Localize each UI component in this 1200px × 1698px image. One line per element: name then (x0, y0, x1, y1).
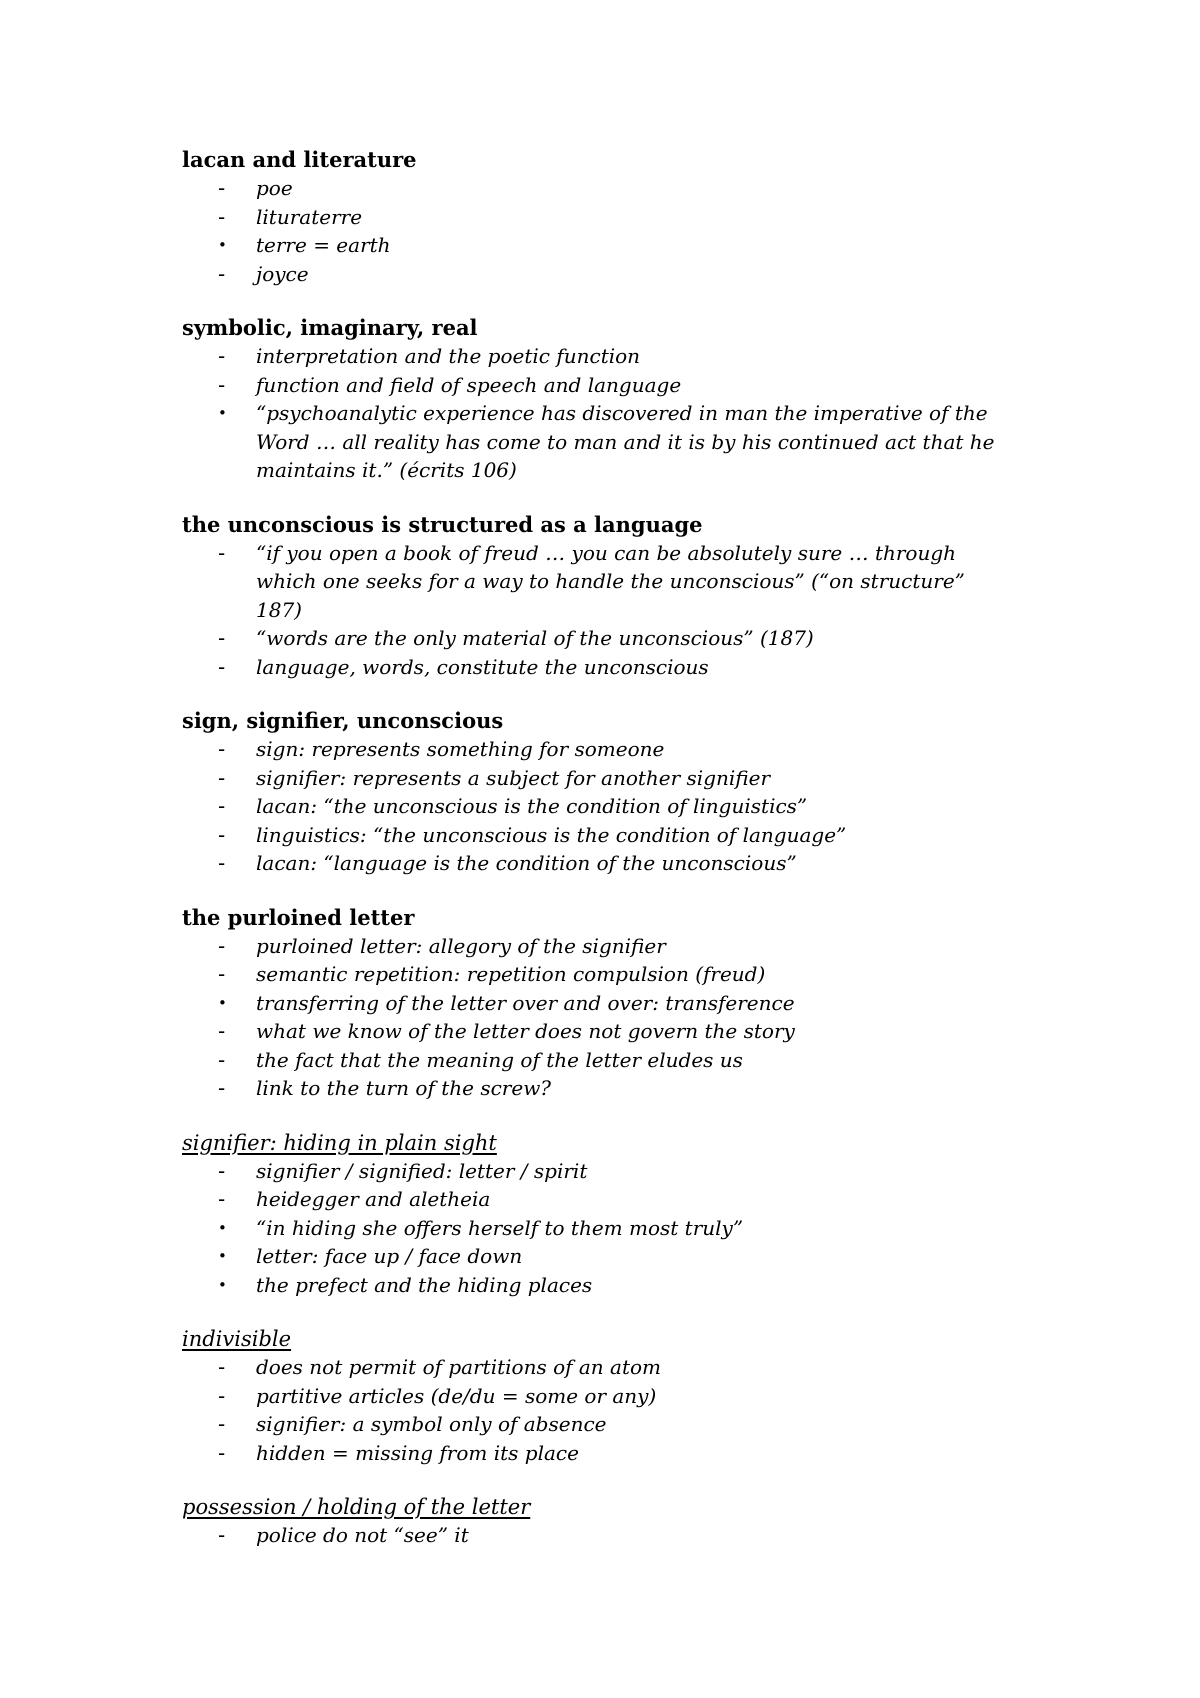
list-item (182, 399, 1082, 485)
list-item-text: signifier: represents a subject for another signifier (256, 765, 771, 790)
list-item-text: interpretation and the poetic function (256, 344, 641, 368)
section-item-list (182, 735, 1082, 878)
note-section (182, 904, 1082, 1103)
list-item-text: function and field of speech and language (256, 372, 682, 397)
list-item (182, 821, 1082, 850)
section-heading: signifier: hiding in plain sight (182, 1130, 497, 1155)
list-item-text: joyce (256, 261, 309, 286)
list-item (182, 1410, 1082, 1439)
list-item (182, 231, 1082, 260)
section-item-list (182, 1353, 1082, 1467)
list-item (182, 260, 1082, 289)
dash-marker: - (218, 794, 226, 818)
list-item-text: “words are the only material of the unconscious” (187) (256, 626, 814, 650)
section-item-list (182, 1521, 1082, 1550)
list-item-text: lacan: “the unconscious is the condition of linguistics” (256, 794, 808, 818)
dash-marker: - (218, 851, 226, 875)
dash-marker: - (218, 1440, 226, 1465)
list-item-text: poe (256, 176, 293, 200)
note-section (182, 1325, 1082, 1467)
list-item (182, 1214, 1082, 1243)
list-item (182, 624, 1082, 653)
list-item-text: what we know of the letter does not govern the story (256, 1019, 795, 1043)
section-heading: indivisible (182, 1327, 292, 1351)
section-item-list (182, 539, 1082, 682)
note-section (182, 146, 1082, 288)
list-item (182, 764, 1082, 793)
list-item (182, 653, 1082, 682)
list-item-text: heidegger and aletheia (256, 1187, 491, 1211)
list-item (182, 1157, 1082, 1186)
list-item (182, 1382, 1082, 1411)
list-item-text: transferring of the letter over and over: transference (256, 990, 795, 1015)
list-item (182, 1185, 1082, 1214)
list-item-text: does not permit of partitions of an atom (256, 1355, 661, 1379)
section-heading: symbolic, imaginary, real (182, 315, 478, 340)
dash-marker: - (218, 204, 226, 229)
list-item (182, 932, 1082, 961)
document-page (182, 146, 1082, 1576)
bullet-icon: • (218, 404, 227, 422)
list-item (182, 1521, 1082, 1550)
list-item-text: police do not “see” it (256, 1523, 469, 1547)
dash-marker: - (218, 1158, 226, 1183)
list-item (182, 342, 1082, 371)
section-item-list (182, 932, 1082, 1103)
list-item-text: lacan: “language is the condition of the unconscious” (256, 851, 797, 875)
dash-marker: - (218, 261, 226, 286)
list-item-text: signifier: a symbol only of absence (256, 1412, 607, 1436)
section-heading: possession / holding of the letter (182, 1495, 531, 1519)
dash-marker: - (218, 765, 226, 790)
note-section (182, 511, 1082, 682)
list-item-text: the fact that the meaning of the letter eludes us (256, 1047, 743, 1072)
list-item-text: lituraterre (256, 204, 363, 229)
list-item (182, 1439, 1082, 1468)
dash-marker: - (218, 1047, 226, 1072)
list-item-text: the prefect and the hiding places (256, 1272, 593, 1297)
dash-marker: - (218, 1019, 226, 1043)
bullet-icon: • (218, 1247, 227, 1265)
dash-marker: - (218, 933, 226, 958)
dash-marker: - (218, 540, 226, 565)
bullet-icon: • (218, 993, 227, 1012)
list-item-text: partitive articles (de/du = some or any) (256, 1383, 657, 1408)
dash-marker: - (218, 176, 226, 200)
note-section (182, 314, 1082, 485)
bullet-icon: • (218, 1275, 227, 1294)
section-heading: lacan and literature (182, 147, 417, 172)
list-item (182, 371, 1082, 400)
list-item-text: “in hiding she offers herself to them most truly” (256, 1215, 744, 1240)
list-item-text: signifier / signified: letter / spirit (256, 1158, 588, 1183)
list-item (182, 792, 1082, 821)
section-item-list (182, 174, 1082, 288)
list-item-text: purloined letter: allegory of the signifier (256, 933, 666, 958)
list-item-text: language, words, constitute the unconscious (256, 654, 709, 679)
list-item (182, 1242, 1082, 1271)
dash-marker: - (218, 1187, 226, 1211)
section-heading: the purloined letter (182, 904, 415, 930)
list-item (182, 989, 1082, 1018)
note-section (182, 1493, 1082, 1550)
list-item-text: “if you open a book of freud … you can be absolutely sure … through which one seeks for a way to handle the unconscious” (“on structure” 187) (256, 540, 965, 622)
section-heading: sign, signifier, unconscious (182, 708, 504, 733)
bullet-icon: • (218, 236, 227, 254)
list-item-text: terre = earth (256, 233, 391, 257)
dash-marker: - (218, 737, 226, 761)
list-item (182, 1074, 1082, 1103)
list-item (182, 960, 1082, 989)
dash-marker: - (218, 962, 226, 986)
dash-marker: - (218, 372, 226, 397)
list-item (182, 1017, 1082, 1046)
list-item (182, 174, 1082, 203)
list-item (182, 735, 1082, 764)
dash-marker: - (218, 1383, 226, 1408)
list-item-text: “psychoanalytic experience has discovered in man the imperative of the Word … all reality has come to man and it is by his continued act that he maintains it.” (écrits 106) (256, 401, 995, 482)
list-item-text: letter: face up / face down (256, 1244, 523, 1268)
list-item (182, 849, 1082, 878)
dash-marker: - (218, 1412, 226, 1436)
list-item (182, 539, 1082, 625)
list-item (182, 1271, 1082, 1300)
list-item (182, 1046, 1082, 1075)
dash-marker: - (218, 822, 226, 847)
list-item (182, 1353, 1082, 1382)
dash-marker: - (218, 1076, 226, 1100)
note-section (182, 707, 1082, 878)
list-item-text: semantic repetition: repetition compulsion (freud) (256, 962, 766, 986)
section-item-list (182, 1157, 1082, 1300)
section-item-list (182, 342, 1082, 485)
list-item-text: hidden = missing from its place (256, 1440, 579, 1465)
dash-marker: - (218, 1355, 226, 1379)
list-item-text: sign: represents something for someone (256, 737, 665, 761)
list-item (182, 203, 1082, 232)
bullet-icon: • (218, 1218, 227, 1237)
dash-marker: - (218, 1523, 226, 1547)
dash-marker: - (218, 626, 226, 650)
note-section (182, 1129, 1082, 1300)
list-item-text: link to the turn of the screw? (256, 1076, 552, 1100)
section-heading: the unconscious is structured as a language (182, 511, 703, 537)
list-item-text: linguistics: “the unconscious is the condition of language” (256, 822, 847, 847)
dash-marker: - (218, 344, 226, 368)
dash-marker: - (218, 654, 226, 679)
